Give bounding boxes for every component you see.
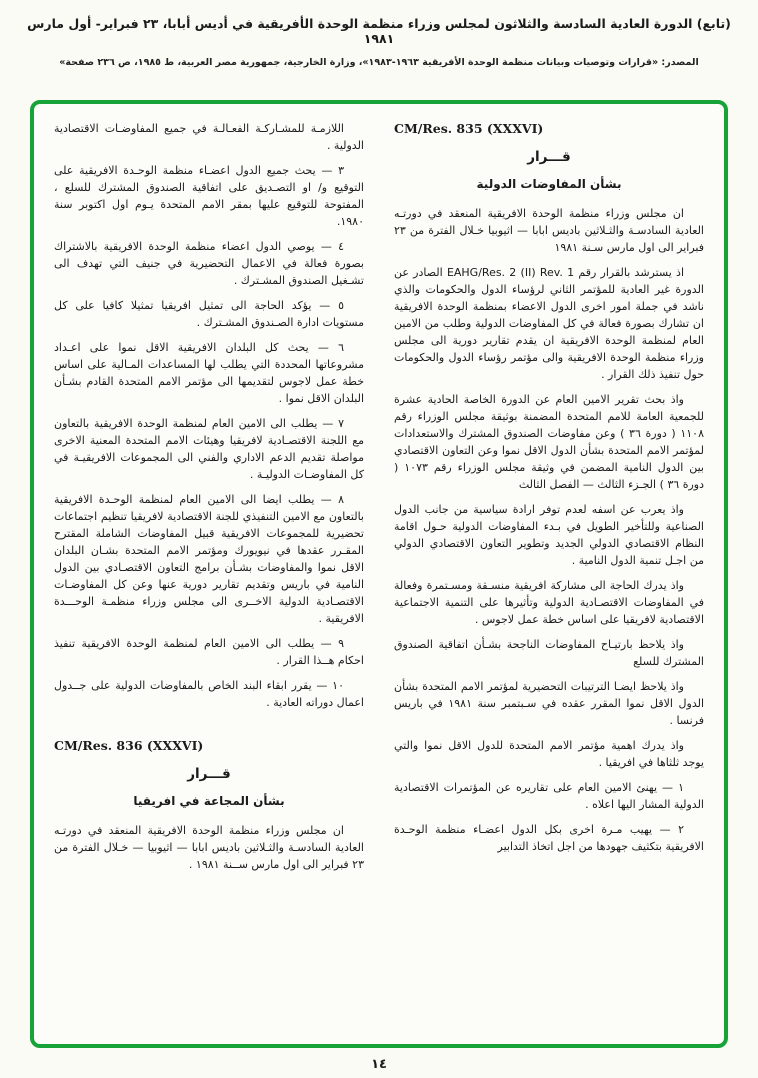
paragraph: ٩ — يطلب الى الامين العام لمنظمة الوحدة الافريقية تنفيذ احكام هــذا القرار . [54,637,364,667]
paragraph: ان مجلس وزراء منظمة الوحدة الافريقية المنعقد في دورتـه العادية السادسـة والثـلاثين باديس ابابا — اثيوبيا — خـلال الفترة من ٢٣ فبراير الى اول مارس ســنة ١٩٨١ . [54,824,364,871]
header-title: (تابع) الدورة العادية السادسة والثلاثون لمجلس وزراء منظمة الوحدة الأفريقية في أديس أبابا، ٢٣ فبراير- أول مارس ١٩٨١ [27,16,731,46]
paragraph: ان مجلس وزراء منظمة الوحدة الافريقية المنعقد في دورتـه العادية السادسـة والثـلاثين باديس ابابا — اثيوبيا خـلال الفترة من ٢٣ فبراير الى اول مارس سـنة ١٩٨١ [394,207,704,254]
paragraph: ٧ — يطلب الى الامين العام لمنظمة الوحدة الافريقية بالتعاون مع اللجنة الاقتصـادية لافريقيا وهيئات الامم المتحدة المعنية الاخرى مواصلة تقديم الدعم الاداري والفني الى المجموعات الافريقيـة في كل المفاوضـات الدوليـة . [54,417,364,481]
paragraph: واذ يعرب عن اسفه لعدم توفر ارادة سياسية من جانب الدول الصناعية وللتأخير الطويل في بـدء المفاوضات الدولية حـول اقامة النظام الاقتصادي الدولي الجديد وتطوير التعاون الاقتصادي الدولي من اجـل تنمية الدول النامية . [394,503,704,567]
paragraph: ١ — يهنئ الامين العام على تقاريره عن المؤتمرات الاقتصادية الدولية المشار اليها اعلاه . [394,781,704,811]
paragraph: واذ يدرك الحاجة الى مشاركة افريقية منسـقة ومسـتمرة وفعالة في المفاوضات الاقتصـادية الدولية وتأثيرها على التنمية الاجتماعية الاقتصادية لافريقيا على اساس خطة عمل لاجوس . [394,579,704,626]
paragraph: واذ يلاحظ بارتيـاح المفاوضات الناجحة بشـأن اتفاقية الصندوق المشترك للسلع [394,638,704,668]
resolution-title-836: قـــرار [187,766,231,782]
paragraph: ٣ — يحث جميع الدول اعضـاء منظمة الوحـدة الافريقية على التوقيع و/ او التصـديق على اتفاقية الصندوق المشترك للسلع ، المفتوحة للتوقيع عليها بمقر الامم المتحدة يـوم اول اكتوبر سنة ١٩٨٠. [54,164,364,228]
column-left [54,120,364,1028]
resolution-836-section [54,737,364,873]
page-number: ١٤ [371,1057,387,1072]
resolution-ref-836: CM/Res. 836 (XXXVI) [54,738,204,753]
paragraph: ١٠ — يقرر ابقاء البند الخاص بالمفاوضات الدولية على جــدول اعمال دوراته العادية . [54,679,364,709]
resolution-title-835: قـــرار [527,149,571,165]
page-header [0,0,758,68]
paragraph: ٦ — يحث كل البلدان الافريقية الاقل نموا على اعـداد مشروعاتها المحددة التي يطلب لها المساعدات المـالية على اساس خطة عمل لاجوس لتقديمها الى مؤتمر الامم المتحدة القادم بشـأن البلدان الاقل نموا . [54,341,364,405]
resolution-subtitle-835: بشأن المفاوضات الدولية [476,177,622,191]
paragraph: ٤ — يوصي الدول اعضاء منظمة الوحدة الافريقية بالاشتراك بصورة فعالة في الاعمال التحضيرية في جنيف التي تهدف الى تشـغيل الصندوق المشـترك . [54,240,364,287]
green-content-frame [30,100,728,1048]
two-column-layout [54,120,704,1028]
column-right [394,120,704,1028]
resolution-ref-835: CM/Res. 835 (XXXVI) [394,121,544,136]
paragraph: ٨ — يطلب ايضا الى الامين العام لمنظمة الوحـدة الافريقية بالتعاون مع الامين التنفيذي للجنة الاقتصادية لافريقيا تنظيم اجتماعات تحضيرية للمجموعات الافريقية قبيل المفاوضات الشاملة المقترح المقـرر عقدها في نيويورك ومؤتمر الامم المتحدة بشـان البلدان الاقل نموا والمفاوضات بشـأن برامج التعاون الاقتصـادي بين الدول النامية في باريس وتقديم تقارير دورية عنها وعن كل المفاوضـات الاقتصـادية الدولية الاخــرى الى مجلس وزراء منظمـة الوحـــدة الافريقية . [54,493,364,625]
paragraph: اللازمـة للمشـاركـة الفعـالـة في جميع المفاوضـات الاقتصادية الدولية . [54,122,364,152]
paragraph: واذ يلاحظ ايضـا الترتيبات التحضيرية لمؤتمر الامم المتحدة بشأن الدول الاقل نموا المقرر عقده في سـبتمبر سنة ١٩٨١ في باريس فرنسا . [394,680,704,727]
paragraph: واذ بحث تقرير الامين العام عن الدورة الخاصة الحادية عشرة للجمعية العامة للامم المتحدة المضمنة بوثيقة مجلس الوزراء رقم ١١٠٨ ( دورة ٣٦ ) وعن مفاوضات الصندوق المشترك والاستعدادات لمؤتمر الامم المتحدة بشأن الدول الاقل نموا وعن التعاون الاقتصادي بين الدول النامية المضمن في وثيقة مجلس الوزراء رقم ١٠٧٣ ( دورة ٣٦ ) الجـزء الثالث — الفصل الثالث [394,393,704,491]
resolution-subtitle-836: بشأن المجاعة في افريقيا [133,794,285,808]
paragraph: اذ يسترشد بالقرار رقم EAHG/Res. 2 (II) Rev. 1 الصادر عن الدورة غير العادية للمؤتمر الثاني لرؤساء الدول والحكومات والذي ناشد في جملة امور اخرى الدول الاعضاء بمنظمة الوحدة الافريقية ان تشارك بصورة فعالة في كل المفاوضات الدولية وطلب من الامين العام لمنظمة الوحدة الافريقية ان يقدم تقارير دورية الى مجلس وزراء منظمة الوحدة الافريقية والى مؤتمر رؤساء الدول والحكومات حول تنفيذ ذلك القرار . [394,266,704,381]
paragraph: واذ يدرك اهمية مؤتمر الامم المتحدة للدول الاقل نموا والتي يوجد ثلثاها في افريقيا . [394,739,704,769]
header-source: المصدر: «قرارات وتوصيات وبيانات منظمة الوحدة الأفريقية ١٩٦٣-١٩٨٣»، وزارة الخارجية، جمهورية مصر العربية، ط ١٩٨٥، ص ٢٣٦ صفحة» [59,57,699,68]
paragraph: ٥ — يؤكد الحاجة الى تمثيل افريقيا تمثيلا كافيا على كل مستويات ادارة الصـندوق المشـترك . [54,299,364,329]
paragraph: ٢ — يهيب مـرة اخرى بكل الدول اعضـاء منظمة الوحـدة الافريقية بتكثيف جهودها من اجل اتخاذ التدابير [394,823,704,853]
